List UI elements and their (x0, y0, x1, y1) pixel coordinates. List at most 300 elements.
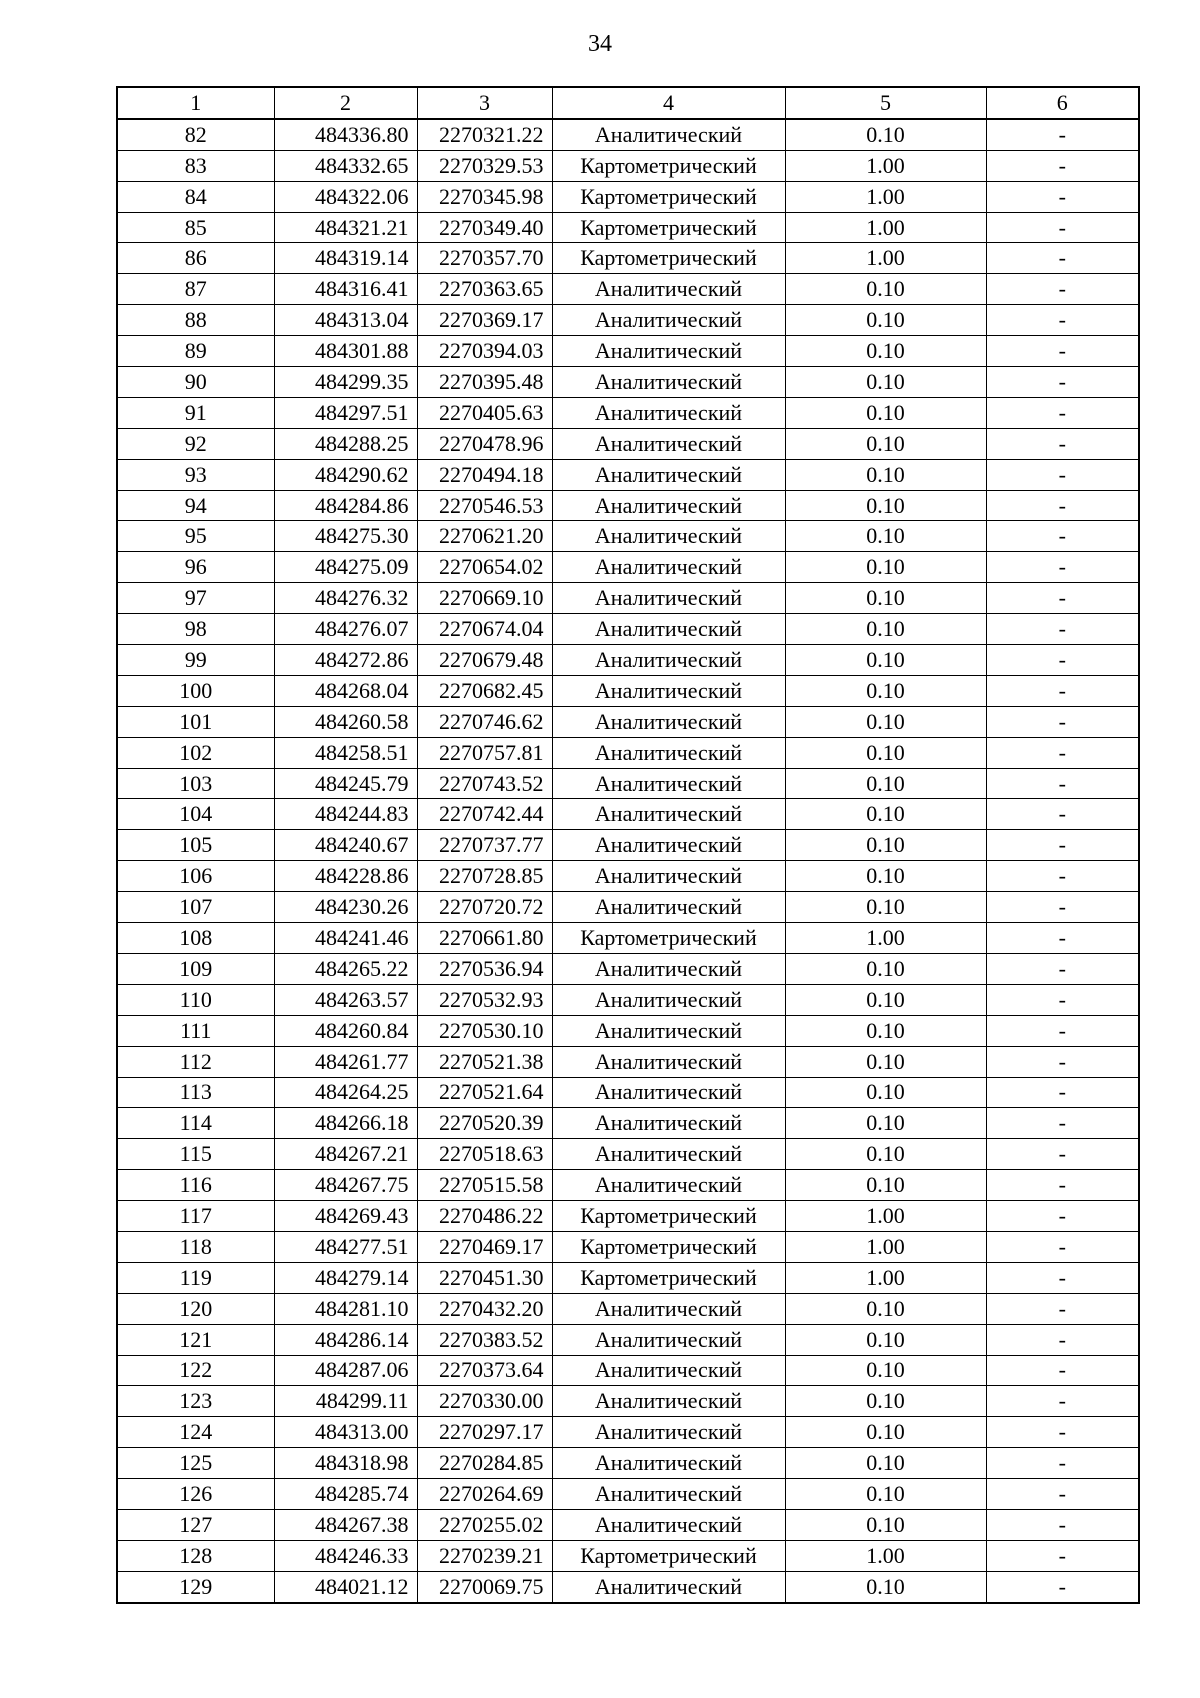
method-cell: Картометрический (552, 181, 785, 212)
point-number-cell: 102 (117, 737, 274, 768)
point-number-cell: 85 (117, 212, 274, 243)
x-coordinate-cell: 484281.10 (274, 1293, 417, 1324)
point-number-cell: 107 (117, 892, 274, 923)
point-number-cell: 94 (117, 490, 274, 521)
description-cell: - (986, 799, 1139, 830)
description-cell: - (986, 1231, 1139, 1262)
header-cell-col4: 4 (552, 87, 785, 119)
x-coordinate-cell: 484322.06 (274, 181, 417, 212)
point-number-cell: 129 (117, 1571, 274, 1602)
method-cell: Аналитический (552, 1324, 785, 1355)
point-number-cell: 96 (117, 552, 274, 583)
table-row (117, 459, 1139, 490)
header-cell-col5: 5 (785, 87, 986, 119)
table-row (117, 150, 1139, 181)
description-cell: - (986, 1046, 1139, 1077)
method-cell: Аналитический (552, 336, 785, 367)
point-number-cell: 105 (117, 830, 274, 861)
x-coordinate-cell: 484021.12 (274, 1571, 417, 1602)
accuracy-cell: 0.10 (785, 1355, 986, 1386)
table-row (117, 181, 1139, 212)
y-coordinate-cell: 2270383.52 (417, 1324, 552, 1355)
y-coordinate-cell: 2270521.64 (417, 1077, 552, 1108)
table-row (117, 1015, 1139, 1046)
accuracy-cell: 1.00 (785, 150, 986, 181)
accuracy-cell: 0.10 (785, 521, 986, 552)
x-coordinate-cell: 484284.86 (274, 490, 417, 521)
accuracy-cell: 0.10 (785, 768, 986, 799)
y-coordinate-cell: 2270674.04 (417, 614, 552, 645)
y-coordinate-cell: 2270363.65 (417, 274, 552, 305)
description-cell: - (986, 1540, 1139, 1571)
table-row (117, 1509, 1139, 1540)
method-cell: Аналитический (552, 521, 785, 552)
y-coordinate-cell: 2270661.80 (417, 923, 552, 954)
coordinates-table (116, 86, 1140, 1604)
method-cell: Аналитический (552, 1077, 785, 1108)
table-row (117, 1448, 1139, 1479)
x-coordinate-cell: 484277.51 (274, 1231, 417, 1262)
method-cell: Аналитический (552, 1046, 785, 1077)
accuracy-cell: 0.10 (785, 1571, 986, 1602)
method-cell: Картометрический (552, 1262, 785, 1293)
accuracy-cell: 0.10 (785, 953, 986, 984)
point-number-cell: 90 (117, 367, 274, 398)
y-coordinate-cell: 2270373.64 (417, 1355, 552, 1386)
y-coordinate-cell: 2270546.53 (417, 490, 552, 521)
method-cell: Аналитический (552, 1479, 785, 1510)
table-row (117, 274, 1139, 305)
y-coordinate-cell: 2270486.22 (417, 1201, 552, 1232)
y-coordinate-cell: 2270478.96 (417, 428, 552, 459)
table-row (117, 1540, 1139, 1571)
accuracy-cell: 0.10 (785, 645, 986, 676)
method-cell: Аналитический (552, 1139, 785, 1170)
table-row (117, 1293, 1139, 1324)
point-number-cell: 101 (117, 706, 274, 737)
method-cell: Аналитический (552, 675, 785, 706)
x-coordinate-cell: 484288.25 (274, 428, 417, 459)
table-row (117, 1046, 1139, 1077)
description-cell: - (986, 614, 1139, 645)
point-number-cell: 120 (117, 1293, 274, 1324)
method-cell: Аналитический (552, 799, 785, 830)
accuracy-cell: 0.10 (785, 367, 986, 398)
method-cell: Аналитический (552, 552, 785, 583)
x-coordinate-cell: 484260.58 (274, 706, 417, 737)
y-coordinate-cell: 2270432.20 (417, 1293, 552, 1324)
point-number-cell: 126 (117, 1479, 274, 1510)
y-coordinate-cell: 2270239.21 (417, 1540, 552, 1571)
y-coordinate-cell: 2270742.44 (417, 799, 552, 830)
x-coordinate-cell: 484245.79 (274, 768, 417, 799)
y-coordinate-cell: 2270515.58 (417, 1170, 552, 1201)
x-coordinate-cell: 484244.83 (274, 799, 417, 830)
method-cell: Аналитический (552, 274, 785, 305)
description-cell: - (986, 397, 1139, 428)
x-coordinate-cell: 484301.88 (274, 336, 417, 367)
point-number-cell: 128 (117, 1540, 274, 1571)
table-row (117, 861, 1139, 892)
x-coordinate-cell: 484268.04 (274, 675, 417, 706)
method-cell: Аналитический (552, 768, 785, 799)
point-number-cell: 88 (117, 305, 274, 336)
table-body (117, 119, 1139, 1603)
table-row (117, 367, 1139, 398)
description-cell: - (986, 1293, 1139, 1324)
accuracy-cell: 0.10 (785, 397, 986, 428)
x-coordinate-cell: 484276.07 (274, 614, 417, 645)
method-cell: Аналитический (552, 614, 785, 645)
description-cell: - (986, 1108, 1139, 1139)
y-coordinate-cell: 2270621.20 (417, 521, 552, 552)
header-cell-col3: 3 (417, 87, 552, 119)
description-cell: - (986, 243, 1139, 274)
description-cell: - (986, 150, 1139, 181)
y-coordinate-cell: 2270530.10 (417, 1015, 552, 1046)
y-coordinate-cell: 2270405.63 (417, 397, 552, 428)
point-number-cell: 116 (117, 1170, 274, 1201)
accuracy-cell: 1.00 (785, 181, 986, 212)
accuracy-cell: 0.10 (785, 892, 986, 923)
point-number-cell: 82 (117, 119, 274, 150)
table-row (117, 706, 1139, 737)
x-coordinate-cell: 484336.80 (274, 119, 417, 150)
table-header (117, 87, 1139, 119)
table-row (117, 1170, 1139, 1201)
x-coordinate-cell: 484279.14 (274, 1262, 417, 1293)
header-cell-col6: 6 (986, 87, 1139, 119)
y-coordinate-cell: 2270682.45 (417, 675, 552, 706)
table-row (117, 892, 1139, 923)
table-row (117, 1262, 1139, 1293)
description-cell: - (986, 119, 1139, 150)
y-coordinate-cell: 2270255.02 (417, 1509, 552, 1540)
accuracy-cell: 0.10 (785, 1170, 986, 1201)
x-coordinate-cell: 484260.84 (274, 1015, 417, 1046)
table-row (117, 1324, 1139, 1355)
method-cell: Картометрический (552, 923, 785, 954)
x-coordinate-cell: 484264.25 (274, 1077, 417, 1108)
table-row (117, 119, 1139, 150)
description-cell: - (986, 706, 1139, 737)
method-cell: Аналитический (552, 706, 785, 737)
y-coordinate-cell: 2270520.39 (417, 1108, 552, 1139)
method-cell: Картометрический (552, 1231, 785, 1262)
y-coordinate-cell: 2270521.38 (417, 1046, 552, 1077)
table-row (117, 212, 1139, 243)
accuracy-cell: 0.10 (785, 583, 986, 614)
x-coordinate-cell: 484275.30 (274, 521, 417, 552)
header-cell-col2: 2 (274, 87, 417, 119)
accuracy-cell: 0.10 (785, 614, 986, 645)
accuracy-cell: 0.10 (785, 675, 986, 706)
y-coordinate-cell: 2270264.69 (417, 1479, 552, 1510)
point-number-cell: 113 (117, 1077, 274, 1108)
y-coordinate-cell: 2270743.52 (417, 768, 552, 799)
accuracy-cell: 0.10 (785, 428, 986, 459)
table-row (117, 1571, 1139, 1602)
point-number-cell: 123 (117, 1386, 274, 1417)
point-number-cell: 114 (117, 1108, 274, 1139)
table-row (117, 336, 1139, 367)
point-number-cell: 108 (117, 923, 274, 954)
y-coordinate-cell: 2270394.03 (417, 336, 552, 367)
y-coordinate-cell: 2270345.98 (417, 181, 552, 212)
description-cell: - (986, 459, 1139, 490)
table-row (117, 923, 1139, 954)
description-cell: - (986, 274, 1139, 305)
x-coordinate-cell: 484269.43 (274, 1201, 417, 1232)
accuracy-cell: 0.10 (785, 1077, 986, 1108)
table-row (117, 737, 1139, 768)
description-cell: - (986, 181, 1139, 212)
accuracy-cell: 1.00 (785, 1201, 986, 1232)
method-cell: Аналитический (552, 1355, 785, 1386)
table-row (117, 583, 1139, 614)
point-number-cell: 118 (117, 1231, 274, 1262)
x-coordinate-cell: 484261.77 (274, 1046, 417, 1077)
accuracy-cell: 0.10 (785, 1448, 986, 1479)
method-cell: Аналитический (552, 953, 785, 984)
table-row (117, 490, 1139, 521)
point-number-cell: 99 (117, 645, 274, 676)
method-cell: Аналитический (552, 490, 785, 521)
x-coordinate-cell: 484297.51 (274, 397, 417, 428)
x-coordinate-cell: 484241.46 (274, 923, 417, 954)
point-number-cell: 87 (117, 274, 274, 305)
y-coordinate-cell: 2270518.63 (417, 1139, 552, 1170)
method-cell: Аналитический (552, 397, 785, 428)
description-cell: - (986, 1170, 1139, 1201)
point-number-cell: 112 (117, 1046, 274, 1077)
point-number-cell: 93 (117, 459, 274, 490)
description-cell: - (986, 1448, 1139, 1479)
description-cell: - (986, 1509, 1139, 1540)
point-number-cell: 109 (117, 953, 274, 984)
table-row (117, 428, 1139, 459)
description-cell: - (986, 490, 1139, 521)
x-coordinate-cell: 484321.21 (274, 212, 417, 243)
x-coordinate-cell: 484299.11 (274, 1386, 417, 1417)
accuracy-cell: 1.00 (785, 243, 986, 274)
x-coordinate-cell: 484313.04 (274, 305, 417, 336)
description-cell: - (986, 583, 1139, 614)
accuracy-cell: 0.10 (785, 1046, 986, 1077)
table-row (117, 305, 1139, 336)
method-cell: Аналитический (552, 119, 785, 150)
description-cell: - (986, 1262, 1139, 1293)
description-cell: - (986, 861, 1139, 892)
x-coordinate-cell: 484316.41 (274, 274, 417, 305)
table-row (117, 1077, 1139, 1108)
x-coordinate-cell: 484267.75 (274, 1170, 417, 1201)
description-cell: - (986, 336, 1139, 367)
y-coordinate-cell: 2270494.18 (417, 459, 552, 490)
accuracy-cell: 0.10 (785, 1108, 986, 1139)
table-row (117, 1139, 1139, 1170)
y-coordinate-cell: 2270669.10 (417, 583, 552, 614)
description-cell: - (986, 1355, 1139, 1386)
x-coordinate-cell: 484318.98 (274, 1448, 417, 1479)
point-number-cell: 124 (117, 1417, 274, 1448)
table-row (117, 614, 1139, 645)
method-cell: Аналитический (552, 459, 785, 490)
accuracy-cell: 0.10 (785, 119, 986, 150)
description-cell: - (986, 1479, 1139, 1510)
description-cell: - (986, 552, 1139, 583)
x-coordinate-cell: 484267.21 (274, 1139, 417, 1170)
x-coordinate-cell: 484230.26 (274, 892, 417, 923)
x-coordinate-cell: 484265.22 (274, 953, 417, 984)
header-row (117, 87, 1139, 119)
point-number-cell: 115 (117, 1139, 274, 1170)
table-row (117, 1231, 1139, 1262)
accuracy-cell: 0.10 (785, 799, 986, 830)
point-number-cell: 103 (117, 768, 274, 799)
table-row (117, 830, 1139, 861)
point-number-cell: 122 (117, 1355, 274, 1386)
method-cell: Аналитический (552, 1108, 785, 1139)
description-cell: - (986, 768, 1139, 799)
y-coordinate-cell: 2270532.93 (417, 984, 552, 1015)
x-coordinate-cell: 484266.18 (274, 1108, 417, 1139)
description-cell: - (986, 923, 1139, 954)
accuracy-cell: 0.10 (785, 1139, 986, 1170)
x-coordinate-cell: 484313.00 (274, 1417, 417, 1448)
accuracy-cell: 0.10 (785, 984, 986, 1015)
table-row (117, 552, 1139, 583)
point-number-cell: 92 (117, 428, 274, 459)
accuracy-cell: 0.10 (785, 1417, 986, 1448)
accuracy-cell: 0.10 (785, 490, 986, 521)
x-coordinate-cell: 484267.38 (274, 1509, 417, 1540)
table-row (117, 953, 1139, 984)
point-number-cell: 95 (117, 521, 274, 552)
description-cell: - (986, 645, 1139, 676)
accuracy-cell: 0.10 (785, 1015, 986, 1046)
x-coordinate-cell: 484246.33 (274, 1540, 417, 1571)
description-cell: - (986, 305, 1139, 336)
point-number-cell: 100 (117, 675, 274, 706)
accuracy-cell: 0.10 (785, 305, 986, 336)
point-number-cell: 89 (117, 336, 274, 367)
accuracy-cell: 0.10 (785, 1479, 986, 1510)
point-number-cell: 97 (117, 583, 274, 614)
y-coordinate-cell: 2270757.81 (417, 737, 552, 768)
y-coordinate-cell: 2270451.30 (417, 1262, 552, 1293)
y-coordinate-cell: 2270349.40 (417, 212, 552, 243)
x-coordinate-cell: 484228.86 (274, 861, 417, 892)
x-coordinate-cell: 484287.06 (274, 1355, 417, 1386)
point-number-cell: 111 (117, 1015, 274, 1046)
table-row (117, 1479, 1139, 1510)
y-coordinate-cell: 2270469.17 (417, 1231, 552, 1262)
y-coordinate-cell: 2270728.85 (417, 861, 552, 892)
description-cell: - (986, 737, 1139, 768)
x-coordinate-cell: 484275.09 (274, 552, 417, 583)
description-cell: - (986, 830, 1139, 861)
description-cell: - (986, 1386, 1139, 1417)
description-cell: - (986, 212, 1139, 243)
point-number-cell: 86 (117, 243, 274, 274)
method-cell: Аналитический (552, 892, 785, 923)
description-cell: - (986, 1417, 1139, 1448)
method-cell: Картометрический (552, 243, 785, 274)
accuracy-cell: 0.10 (785, 830, 986, 861)
header-cell-col1: 1 (117, 87, 274, 119)
accuracy-cell: 0.10 (785, 861, 986, 892)
y-coordinate-cell: 2270321.22 (417, 119, 552, 150)
description-cell: - (986, 1201, 1139, 1232)
point-number-cell: 127 (117, 1509, 274, 1540)
method-cell: Картометрический (552, 1540, 785, 1571)
accuracy-cell: 0.10 (785, 1293, 986, 1324)
accuracy-cell: 0.10 (785, 552, 986, 583)
table-row (117, 521, 1139, 552)
y-coordinate-cell: 2270069.75 (417, 1571, 552, 1602)
x-coordinate-cell: 484286.14 (274, 1324, 417, 1355)
table-row (117, 768, 1139, 799)
x-coordinate-cell: 484299.35 (274, 367, 417, 398)
y-coordinate-cell: 2270737.77 (417, 830, 552, 861)
method-cell: Аналитический (552, 367, 785, 398)
method-cell: Аналитический (552, 1170, 785, 1201)
point-number-cell: 125 (117, 1448, 274, 1479)
point-number-cell: 117 (117, 1201, 274, 1232)
method-cell: Аналитический (552, 984, 785, 1015)
description-cell: - (986, 367, 1139, 398)
method-cell: Картометрический (552, 212, 785, 243)
accuracy-cell: 0.10 (785, 1509, 986, 1540)
description-cell: - (986, 1324, 1139, 1355)
description-cell: - (986, 428, 1139, 459)
y-coordinate-cell: 2270720.72 (417, 892, 552, 923)
description-cell: - (986, 892, 1139, 923)
description-cell: - (986, 984, 1139, 1015)
table-row (117, 1386, 1139, 1417)
y-coordinate-cell: 2270536.94 (417, 953, 552, 984)
accuracy-cell: 1.00 (785, 1262, 986, 1293)
x-coordinate-cell: 484285.74 (274, 1479, 417, 1510)
point-number-cell: 98 (117, 614, 274, 645)
point-number-cell: 106 (117, 861, 274, 892)
point-number-cell: 91 (117, 397, 274, 428)
method-cell: Аналитический (552, 1571, 785, 1602)
table-row (117, 1201, 1139, 1232)
accuracy-cell: 0.10 (785, 1386, 986, 1417)
y-coordinate-cell: 2270369.17 (417, 305, 552, 336)
method-cell: Аналитический (552, 1509, 785, 1540)
accuracy-cell: 0.10 (785, 1324, 986, 1355)
point-number-cell: 119 (117, 1262, 274, 1293)
description-cell: - (986, 675, 1139, 706)
method-cell: Аналитический (552, 1015, 785, 1046)
x-coordinate-cell: 484272.86 (274, 645, 417, 676)
method-cell: Картометрический (552, 1201, 785, 1232)
table-row (117, 984, 1139, 1015)
table-row (117, 243, 1139, 274)
method-cell: Аналитический (552, 830, 785, 861)
point-number-cell: 121 (117, 1324, 274, 1355)
method-cell: Аналитический (552, 737, 785, 768)
y-coordinate-cell: 2270679.48 (417, 645, 552, 676)
accuracy-cell: 1.00 (785, 1231, 986, 1262)
x-coordinate-cell: 484276.32 (274, 583, 417, 614)
accuracy-cell: 1.00 (785, 923, 986, 954)
table-row (117, 799, 1139, 830)
point-number-cell: 110 (117, 984, 274, 1015)
